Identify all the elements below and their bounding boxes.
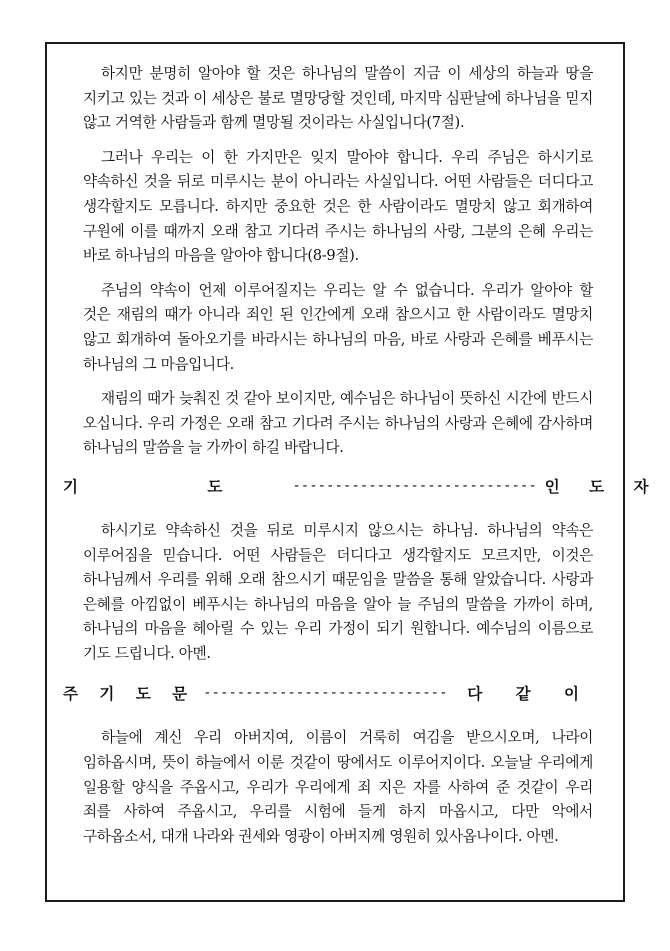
prayer-heading: [63, 471, 661, 501]
prayer-heading-leader: 인 도 자: [544, 476, 661, 496]
prayer-heading-divider: -----------------------------: [292, 477, 537, 494]
lords-prayer-heading-leader: 다 같 이: [467, 684, 593, 704]
sermon-paragraph-2: 그러나 우리는 이 한 가지만은 잊지 말아야 합니다. 우리 주님은 하시기로 약속하신 것을 뒤로 미루시는 분이 아니라는 사실입니다. 어떤 사람들은 더디다고 생각할지도 모릅니다. 하지만 중요한 것은 한 사람이라도 멸망치 않고 회개하여 구원에 이를 때까지 오래 참고 기다려 주시는 하나님의 사랑, 그분의 은혜 우리는 바로 하나님의 마음을 알아야 합니다(8-9절).: [83, 148, 593, 265]
page-frame: [45, 42, 661, 902]
prayer-text: 하시기로 약속하신 것을 뒤로 미루시지 않으시는 하나님. 하나님의 약속은 이루어짐을 믿습니다. 어떤 사람들은 더디다고 생각할지도 모르지만, 이것은 하나님께서 우리를 위해 오래 참으시기 때문임을 말씀을 통해 알았습니다. 사랑과 은혜를 아낌없이 베푸시는 하나님의 마음을 알아 늘 주님의 말씀을 가까이 하며, 하나님의 마음을 헤아릴 수 있는 우리 가정이 되기 원합니다. 예수님의 이름으로 기도 드립니다. 아멘.: [83, 521, 593, 662]
sermon-paragraph-1: 하지만 분명히 알아야 할 것은 하나님의 말씀이 지금 이 세상의 하늘과 땅을 지키고 있는 것과 이 세상은 불로 멸망당할 것인데, 마지막 심판날에 하나님을 믿지 않고 거역한 사람들과 함께 멸망될 것이라는 사실입니다(7절).: [83, 65, 593, 132]
sermon-paragraph-3: 주님의 약속이 언제 이루어질지는 우리는 알 수 없습니다. 우리가 알아야 할 것은 재림의 때가 아니라 죄인 된 인간에게 오래 참으시고 한 사람이라도 멸망치 않고 회개하여 돌아오기를 바라시는 하나님의 마음, 바로 사랑과 은혜를 베푸시는 하나님의 그 마음입니다.: [83, 281, 593, 373]
lords-prayer-heading-title: 주 기 도 문: [63, 684, 196, 704]
lords-prayer-heading-divider: -----------------------------: [203, 685, 448, 702]
lords-prayer-text: 하늘에 계신 우리 아버지여, 이름이 거룩히 여김을 받으시오며, 나라이 임하옵시며, 뜻이 하늘에서 이룬 것같이 땅에서도 이루어지이다. 오늘날 우리에게 일용할 양식을 주옵시고, 우리가 우리에게 죄 지은 자를 사하여 준 것같이 우리 죄를 사하여 주옵시고, 우리를 시험에 들게 하지 마옵시고, 다만 악에서 구하옵소서, 대개 나라와 권세와 영광이 아버지께 영원히 있사옵나이다. 아멘.: [83, 729, 593, 845]
document-body: [63, 62, 661, 859]
lords-prayer-heading: [63, 678, 593, 708]
sermon-paragraph-4: 재림의 때가 늦춰진 것 같아 보이지만, 예수님은 하나님이 뜻하신 시간에 반드시 오십니다. 우리 가정은 오래 참고 기다려 주시는 하나님의 사랑과 은혜에 감사하며 하나님의 말씀을 늘 가까이 하길 바랍니다.: [83, 390, 593, 457]
prayer-heading-title: 기 도: [63, 476, 285, 496]
